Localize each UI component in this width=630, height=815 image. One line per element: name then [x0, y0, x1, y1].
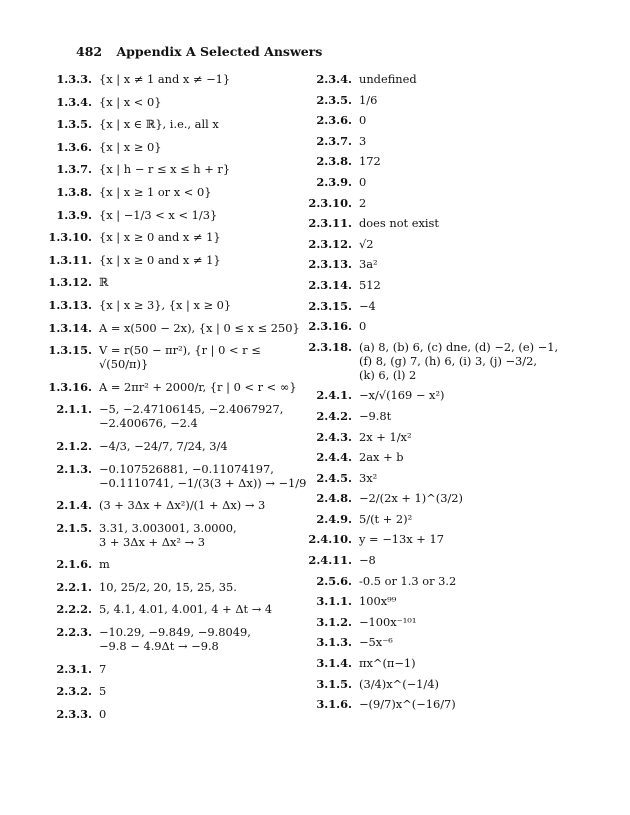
answer-text — [99, 462, 310, 490]
answer-entry — [300, 72, 600, 86]
exercise-number: 2.4.4. — [316, 450, 352, 465]
answer-text — [359, 430, 600, 444]
answer-text — [359, 491, 600, 505]
answer-entry — [40, 230, 310, 244]
answer-text — [99, 162, 310, 176]
answer-line: 3 — [359, 133, 367, 148]
left-answer-column — [40, 72, 310, 729]
exercise-number: 2.3.11. — [308, 216, 352, 231]
exercise-number: 3.1.5. — [316, 676, 352, 691]
answer-entry — [300, 512, 600, 526]
answer-text — [359, 72, 600, 86]
answer-text — [99, 208, 310, 222]
exercise-number: 2.3.1. — [56, 661, 92, 676]
answer-entry — [300, 532, 600, 546]
page-title: Appendix A Selected Answers — [116, 44, 323, 59]
answer-text — [99, 625, 310, 653]
answer-line: {x | x ≥ 3}, {x | x ≥ 0} — [99, 297, 232, 312]
answer-line: {x | h − r ≤ x ≤ h + r} — [99, 162, 231, 177]
exercise-number: 2.3.15. — [308, 298, 352, 313]
answer-entry — [300, 450, 600, 464]
answer-line: (a) 8, (b) 6, (c) dne, (d) −2, (e) −1, — [359, 339, 559, 354]
answer-text — [359, 154, 600, 168]
answer-line: {x | x ≥ 0} — [99, 139, 162, 154]
answer-entry — [300, 594, 600, 608]
answer-line: 0 — [99, 706, 107, 721]
answer-line: −2/(2x + 1)^(3/2) — [359, 491, 463, 506]
exercise-number: 2.3.9. — [316, 174, 352, 189]
answer-text — [359, 257, 600, 271]
answer-entry — [300, 409, 600, 423]
answer-text — [359, 175, 600, 189]
answer-entry — [40, 72, 310, 86]
answer-text — [359, 278, 600, 292]
exercise-number: 2.3.14. — [308, 277, 352, 292]
exercise-number: 2.2.1. — [56, 579, 92, 594]
answer-line: −100x⁻¹⁰¹ — [359, 614, 417, 629]
answer-text — [359, 450, 600, 464]
answer-entry — [300, 697, 600, 711]
answer-line: -0.5 or 1.3 or 3.2 — [359, 573, 457, 588]
answer-line: (f) 8, (g) 7, (h) 6, (i) 3, (j) −3/2, — [359, 353, 538, 368]
answer-text — [359, 216, 600, 230]
answer-text — [359, 635, 600, 649]
answer-line: √(50/π)} — [99, 357, 149, 372]
exercise-number: 2.1.5. — [56, 520, 92, 535]
answer-line: 3.31, 3.003001, 3.0000, — [99, 520, 237, 535]
answer-line: 0 — [359, 174, 367, 189]
answer-line: πx^(π−1) — [359, 656, 416, 671]
answer-text — [99, 439, 310, 453]
answer-entry — [300, 113, 600, 127]
answer-text — [359, 299, 600, 313]
answer-entry — [40, 321, 310, 335]
answer-text — [359, 512, 600, 526]
exercise-number: 2.3.12. — [308, 236, 352, 251]
answer-line: −2.400676, −2.4 — [99, 416, 198, 431]
answer-line: 0 — [359, 319, 367, 334]
answer-line: 7 — [99, 661, 107, 676]
answer-entry — [300, 388, 600, 402]
answer-line: 3a² — [359, 257, 378, 272]
answer-entry — [40, 684, 310, 698]
answer-text — [99, 117, 310, 131]
answer-entry — [300, 491, 600, 505]
answer-line: −4/3, −24/7, 7/24, 3/4 — [99, 438, 228, 453]
answer-entry — [40, 602, 310, 616]
answer-line: (k) 6, (l) 2 — [359, 367, 417, 382]
answer-text — [359, 340, 600, 382]
answer-line: −(9/7)x^(−16/7) — [359, 697, 456, 712]
answer-line: A = 2πr² + 2000/r, {r | 0 < r < ∞} — [99, 379, 297, 394]
exercise-number: 2.1.1. — [56, 402, 92, 417]
exercise-number: 2.1.4. — [56, 498, 92, 513]
answer-line: −0.107526881, −0.11074197, — [99, 461, 274, 476]
answer-entry — [40, 439, 310, 453]
answer-text — [359, 113, 600, 127]
exercise-number: 1.3.6. — [56, 139, 92, 154]
answer-entry — [40, 275, 310, 289]
answer-entry — [40, 557, 310, 571]
answer-line: −x/√(169 − x²) — [359, 388, 445, 403]
exercise-number: 1.3.10. — [48, 230, 92, 245]
answer-line: {x | x ∈ ℝ}, i.e., all x — [99, 117, 219, 132]
exercise-number: 3.1.4. — [316, 656, 352, 671]
answer-text — [99, 662, 310, 676]
exercise-number: 1.3.3. — [56, 72, 92, 86]
answer-text — [359, 471, 600, 485]
exercise-number: 2.4.11. — [308, 553, 352, 568]
answer-entry — [40, 343, 310, 371]
answer-text — [99, 230, 310, 244]
exercise-number: 1.3.8. — [56, 184, 92, 199]
answer-entry — [300, 430, 600, 444]
answer-text — [99, 602, 310, 616]
answer-line: A = x(500 − 2x), {x | 0 ≤ x ≤ 250} — [99, 320, 300, 335]
answer-line: −4 — [359, 298, 376, 313]
exercise-number: 1.3.15. — [48, 343, 92, 358]
answer-line: V = r(50 − πr²), {r | 0 < r ≤ — [99, 343, 261, 358]
answer-text — [99, 498, 310, 512]
answer-text — [99, 298, 310, 312]
answer-entry — [300, 553, 600, 567]
answer-line: {x | −1/3 < x < 1/3} — [99, 207, 218, 222]
answer-entry — [300, 154, 600, 168]
answer-entry — [40, 662, 310, 676]
answer-text — [359, 532, 600, 546]
exercise-number: 2.4.2. — [316, 408, 352, 423]
answer-entry — [40, 253, 310, 267]
answer-line: 2ax + b — [359, 450, 404, 465]
answer-line: 0 — [359, 113, 367, 128]
exercise-number: 2.4.1. — [316, 388, 352, 403]
exercise-number: 1.3.16. — [48, 379, 92, 394]
answer-text — [359, 409, 600, 423]
answer-entry — [300, 175, 600, 189]
answer-text — [99, 321, 310, 335]
exercise-number: 2.3.2. — [56, 684, 92, 699]
answer-text — [99, 185, 310, 199]
answer-line: 5 — [99, 684, 107, 699]
answer-entry — [300, 196, 600, 210]
answer-entry — [300, 299, 600, 313]
answer-line: 100x⁹⁹ — [359, 594, 397, 609]
exercise-number: 2.4.8. — [316, 491, 352, 506]
answer-line: −9.8t — [359, 408, 392, 423]
answer-line: −5, −2.47106145, −2.4067927, — [99, 402, 284, 417]
answer-entry — [300, 237, 600, 251]
answer-line: −9.8 − 4.9Δt → −9.8 — [99, 639, 219, 654]
answer-line: (3 + 3Δx + Δx²)/(1 + Δx) → 3 — [99, 498, 266, 513]
exercise-number: 2.5.6. — [316, 573, 352, 588]
answer-text — [99, 253, 310, 267]
exercise-number: 2.4.9. — [316, 511, 352, 526]
answer-entry — [40, 117, 310, 131]
answer-line: m — [99, 557, 110, 572]
page-header — [76, 44, 322, 59]
exercise-number: 2.3.16. — [308, 319, 352, 334]
exercise-number: 2.3.7. — [316, 133, 352, 148]
answer-entry — [40, 208, 310, 222]
exercise-number: 1.3.4. — [56, 94, 92, 109]
answer-line: −5x⁻⁶ — [359, 635, 393, 650]
answer-text — [99, 380, 310, 394]
answer-text — [99, 95, 310, 109]
answer-text — [99, 402, 310, 430]
answer-entry — [300, 471, 600, 485]
answer-text — [99, 707, 310, 721]
exercise-number: 2.1.3. — [56, 461, 92, 476]
exercise-number: 1.3.13. — [48, 297, 92, 312]
answer-entry — [300, 574, 600, 588]
answer-entry — [40, 498, 310, 512]
answer-entry — [40, 707, 310, 721]
answer-text — [359, 677, 600, 691]
answer-line: −10.29, −9.849, −9.8049, — [99, 625, 251, 640]
answer-entry — [40, 625, 310, 653]
answer-text — [359, 196, 600, 210]
answer-line: does not exist — [359, 216, 439, 231]
answer-text — [359, 237, 600, 251]
exercise-number: 2.3.5. — [316, 92, 352, 107]
answer-text — [359, 574, 600, 588]
right-answer-column — [300, 72, 600, 718]
answer-entry — [40, 380, 310, 394]
answer-line: −0.1110741, −1/(3(3 + Δx)) → −1/9 — [99, 475, 307, 490]
answer-text — [99, 580, 310, 594]
answer-text — [99, 72, 310, 86]
answer-line: 172 — [359, 154, 381, 169]
page-number: 482 — [76, 44, 103, 59]
answer-text — [99, 140, 310, 154]
answer-text — [359, 594, 600, 608]
answer-text — [359, 388, 600, 402]
answer-line: 2 — [359, 195, 367, 210]
answer-text — [359, 615, 600, 629]
answer-entry — [300, 93, 600, 107]
answer-text — [99, 684, 310, 698]
answer-text — [99, 275, 310, 289]
answer-text — [359, 553, 600, 567]
answer-line: y = −13x + 17 — [359, 532, 444, 547]
answer-line: 10, 25/2, 20, 15, 25, 35. — [99, 579, 237, 594]
exercise-number: 2.3.6. — [316, 113, 352, 128]
answer-line: {x | x ≥ 1 or x < 0} — [99, 184, 212, 199]
answer-entry — [300, 615, 600, 629]
answer-entry — [300, 677, 600, 691]
answer-line: 3 + 3Δx + Δx² → 3 — [99, 534, 205, 549]
answer-entry — [300, 635, 600, 649]
exercise-number: 1.3.9. — [56, 207, 92, 222]
answer-line: 1/6 — [359, 92, 378, 107]
answer-entry — [300, 319, 600, 333]
answer-entry — [40, 521, 310, 549]
exercise-number: 3.1.3. — [316, 635, 352, 650]
answer-line: ℝ — [99, 275, 109, 290]
answer-line: 3x² — [359, 470, 378, 485]
answer-entry — [300, 278, 600, 292]
exercise-number: 2.4.3. — [316, 429, 352, 444]
answer-entry — [300, 216, 600, 230]
exercise-number: 1.3.11. — [48, 252, 92, 267]
answer-entry — [40, 402, 310, 430]
exercise-number: 1.3.5. — [56, 117, 92, 132]
answer-entry — [40, 185, 310, 199]
exercise-number: 2.1.2. — [56, 438, 92, 453]
exercise-number: 3.1.2. — [316, 614, 352, 629]
exercise-number: 1.3.14. — [48, 320, 92, 335]
answer-line: 2x + 1/x² — [359, 429, 412, 444]
answer-line: {x | x < 0} — [99, 94, 162, 109]
exercise-number: 3.1.6. — [316, 697, 352, 712]
answer-line: (3/4)x^(−1/4) — [359, 676, 439, 691]
answer-entry — [40, 462, 310, 490]
exercise-number: 2.2.3. — [56, 625, 92, 640]
answer-entry — [40, 580, 310, 594]
exercise-number: 1.3.12. — [48, 275, 92, 290]
answer-text — [99, 557, 310, 571]
answer-entry — [40, 162, 310, 176]
answer-entry — [300, 134, 600, 148]
answer-text — [359, 319, 600, 333]
exercise-number: 2.3.4. — [316, 72, 352, 86]
answer-entry — [40, 140, 310, 154]
answer-line: −8 — [359, 553, 376, 568]
answer-line: {x | x ≠ 1 and x ≠ −1} — [99, 72, 231, 86]
answer-line: 512 — [359, 277, 381, 292]
exercise-number: 2.3.10. — [308, 195, 352, 210]
exercise-number: 3.1.1. — [316, 594, 352, 609]
answer-text — [359, 134, 600, 148]
exercise-number: 1.3.7. — [56, 162, 92, 177]
exercise-number: 2.3.13. — [308, 257, 352, 272]
answer-line: undefined — [359, 72, 417, 86]
answer-line: √2 — [359, 236, 374, 251]
answer-text — [359, 93, 600, 107]
answer-line: {x | x ≥ 0 and x ≠ 1} — [99, 252, 221, 267]
exercise-number: 2.3.3. — [56, 706, 92, 721]
exercise-number: 2.3.18. — [308, 339, 352, 354]
answer-text — [359, 656, 600, 670]
answer-line: 5, 4.1, 4.01, 4.001, 4 + Δt → 4 — [99, 602, 273, 617]
answer-entry — [40, 95, 310, 109]
answer-entry — [300, 656, 600, 670]
answer-entry — [300, 257, 600, 271]
answer-entry — [40, 298, 310, 312]
answer-entry — [300, 340, 600, 382]
exercise-number: 2.4.10. — [308, 532, 352, 547]
exercise-number: 2.1.6. — [56, 557, 92, 572]
exercise-number: 2.2.2. — [56, 602, 92, 617]
answer-text — [99, 521, 310, 549]
answer-line: {x | x ≥ 0 and x ≠ 1} — [99, 230, 221, 245]
answer-line: 5/(t + 2)² — [359, 511, 413, 526]
answer-text — [359, 697, 600, 711]
exercise-number: 2.4.5. — [316, 470, 352, 485]
answer-text — [99, 343, 310, 371]
exercise-number: 2.3.8. — [316, 154, 352, 169]
